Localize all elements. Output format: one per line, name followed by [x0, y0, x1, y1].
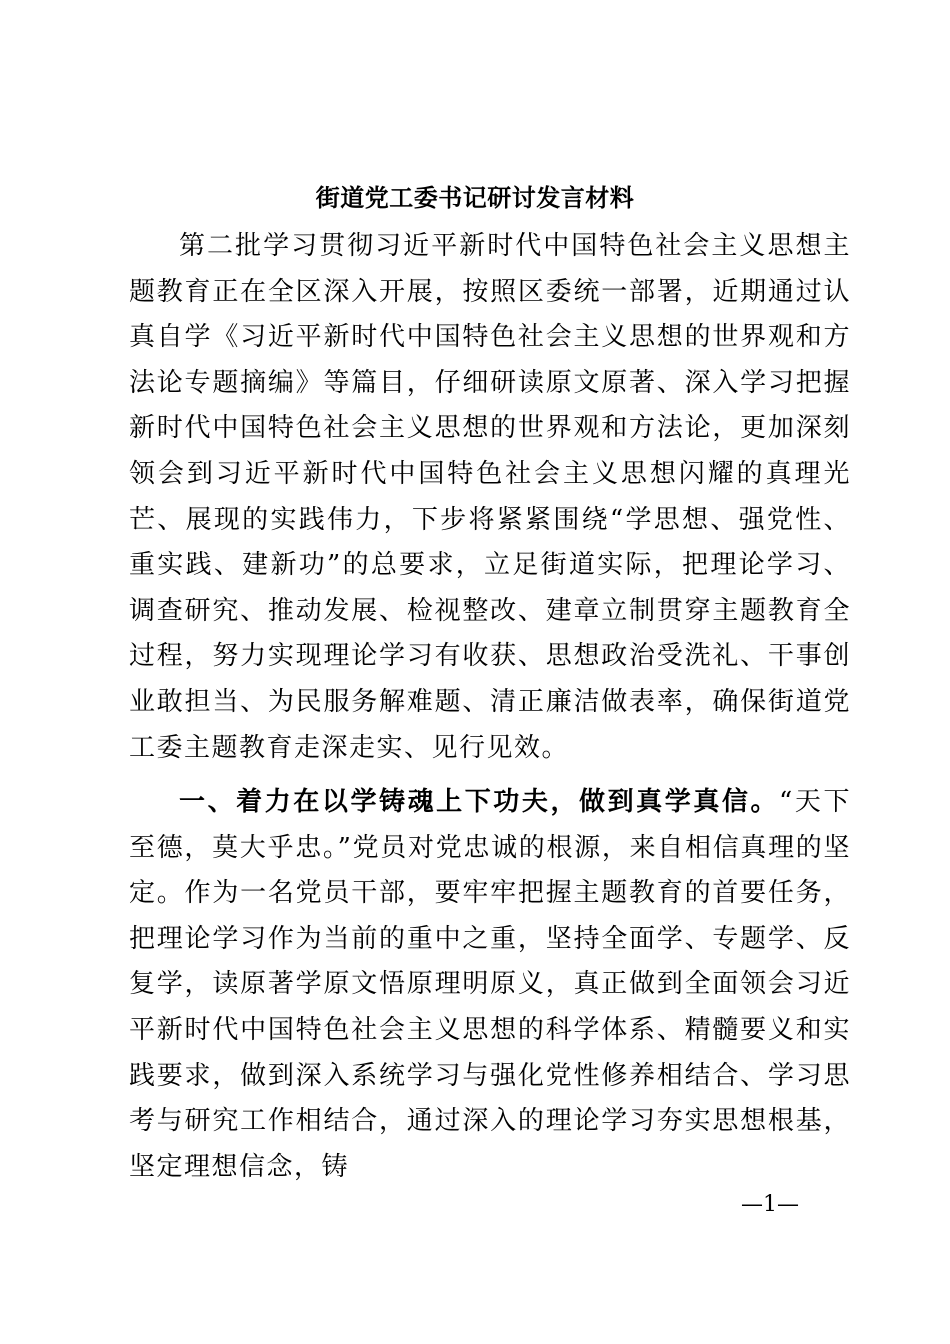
page-number: —1— [741, 1192, 799, 1217]
section-one-heading: 一、着力在以学铸魂上下功夫，做到真学真信。 [179, 787, 780, 817]
paragraph-intro [129, 224, 851, 771]
paragraph-section-one [129, 780, 851, 1190]
section-one-text: “天下至德，莫大乎忠。”党员对党忠诚的根源，来自相信真理的坚定。作为一名党员干部，要牢牢把握主题教育的首要任务，把理论学习作为当前的重中之重，坚持全面学、专题学、反复学，读原著学原文悟原理明原义，真正做到全面领会习近平新时代中国特色社会主义思想的科学体系、精髓要义和实践要求，做到深入系统学习与强化党性修养相结合、学习思考与研究工作相结合，通过深入的理论学习夯实思想根基，坚定理想信念，铸 [129, 787, 851, 1182]
document-title: 街道党工委书记研讨发言材料 [315, 183, 635, 212]
paragraph-intro-text: 第二批学习贯彻习近平新时代中国特色社会主义思想主题教育正在全区深入开展，按照区委统一部署，近期通过认真自学《习近平新时代中国特色社会主义思想的世界观和方法论专题摘编》等篇目，仔细研读原文原著、深入学习把握新时代中国特色社会主义思想的世界观和方法论，更加深刻领会到习近平新时代中国特色社会主义思想闪耀的真理光芒、展现的实践伟力，下步将紧紧围绕“学思想、强党性、重实践、建新功”的总要求，立足街道实际，把理论学习、调查研究、推动发展、检视整改、建章立制贯穿主题教育全过程，努力实现理论学习有收获、思想政治受洗礼、干事创业敢担当、为民服务解难题、清正廉洁做表率，确保街道党工委主题教育走深走实、见行见效。 [129, 231, 851, 763]
